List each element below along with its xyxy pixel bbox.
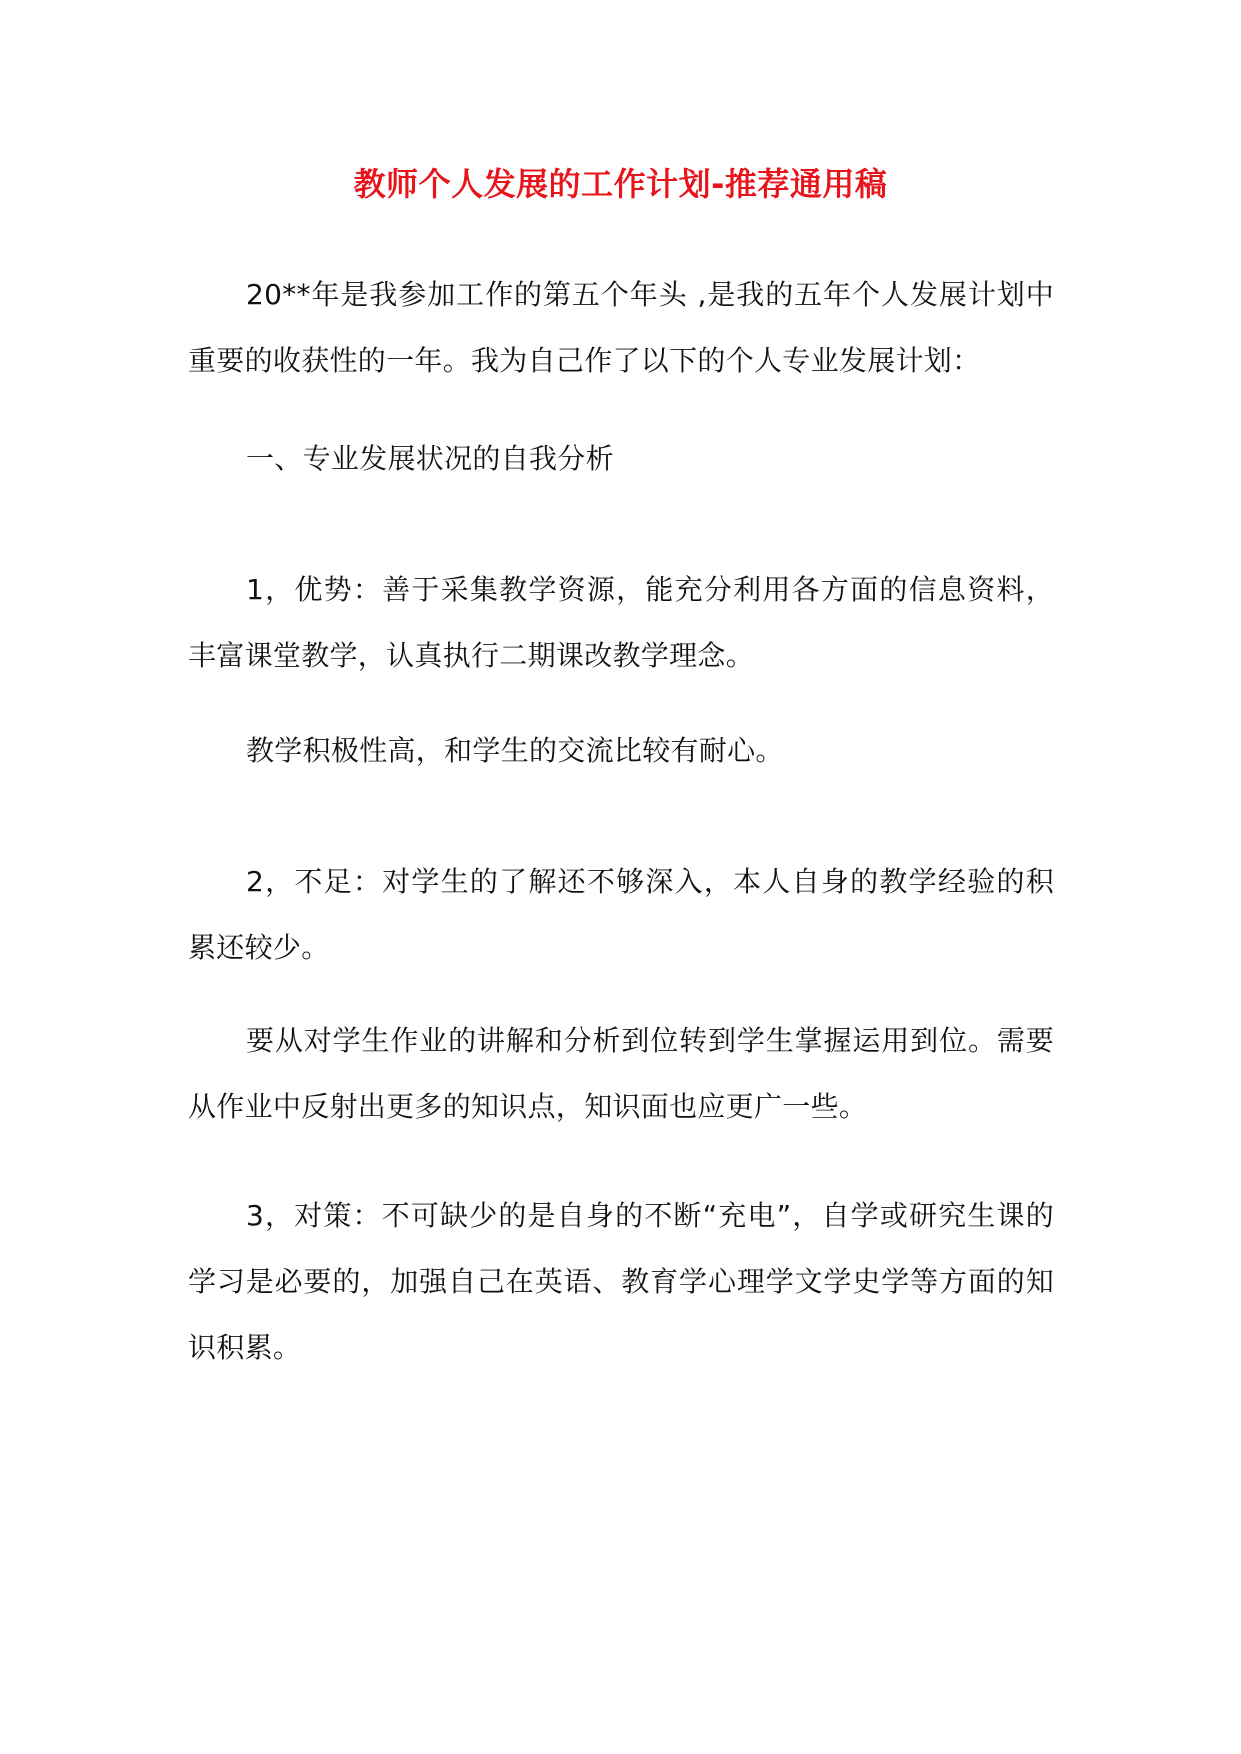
paragraph-countermeasures: 3，对策：不可缺少的是自身的不断“充电”，自学或研究生课的学习是必要的，加强自己在英语、教育学心理学文学史学等方面的知识积累。	[188, 1199, 1054, 1364]
paragraph-intro: 20**年是我参加工作的第五个年头 ,是我的五年个人发展计划中重要的收获性的一年。我为自己作了以下的个人专业发展计划：	[188, 278, 1054, 377]
paragraph-weaknesses: 2，不足：对学生的了解还不够深入，本人自身的教学经验的积累还较少。	[188, 865, 1054, 964]
paragraph-enthusiasm: 教学积极性高，和学生的交流比较有耐心。	[246, 734, 784, 767]
paragraph-strengths: 1，优势：善于采集教学资源，能充分利用各方面的信息资料，丰富课堂教学，认真执行二期课改教学理念。	[188, 573, 1054, 672]
section-heading-self-analysis: 一、专业发展状况的自我分析	[246, 442, 614, 475]
document-title: 教师个人发展的工作计划-推荐通用稿	[353, 165, 888, 203]
paragraph-improvement: 要从对学生作业的讲解和分析到位转到学生掌握运用到位。需要从作业中反射出更多的知识点，知识面也应更广一些。	[188, 1024, 1054, 1123]
